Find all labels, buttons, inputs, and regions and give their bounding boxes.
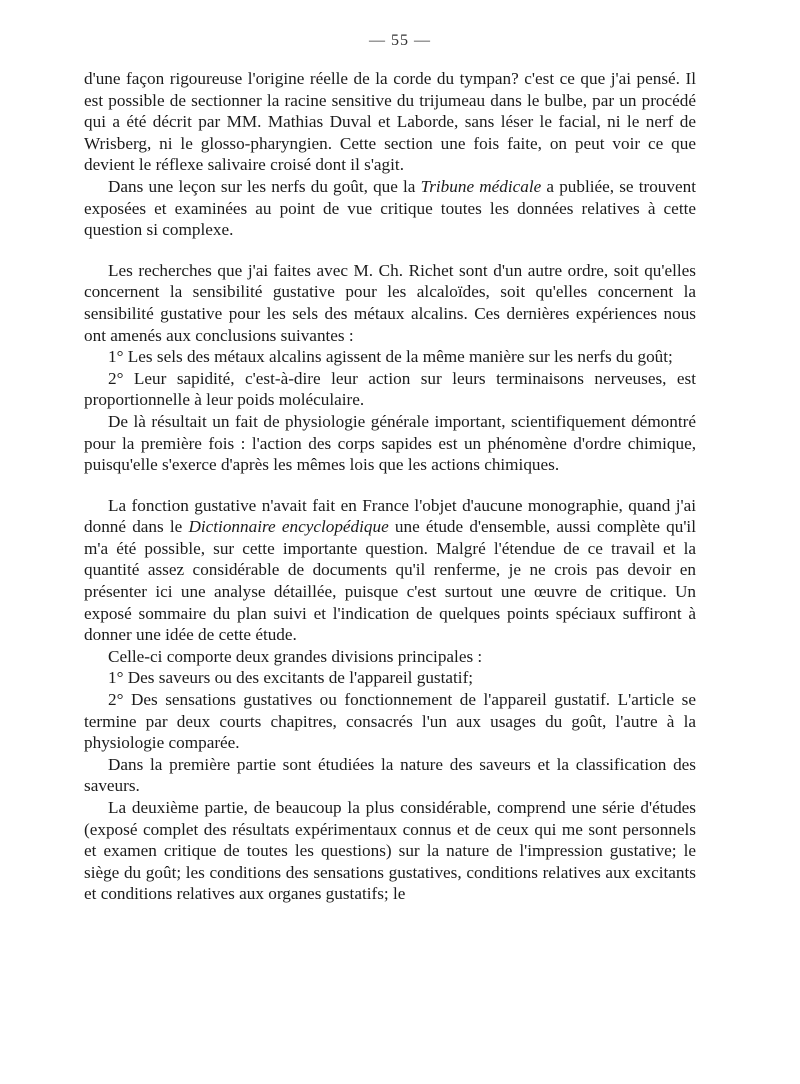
paragraph: Dans une leçon sur les nerfs du goût, que la Tribune médicale a publiée, se trouvent exposées et examinées au point de vue critique toutes les données relatives à cette question si complexe. [84, 176, 696, 240]
body-text [84, 68, 696, 905]
list-item: 1° Des saveurs ou des excitants de l'appareil gustatif; [108, 668, 474, 688]
paragraph: d'une façon rigoureuse l'origine réelle de la corde du tympan? c'est ce que j'ai pensé. Il est possible de sectionner la racine sensitive du trijumeau dans le bulbe, par un procédé qui a été décrit par MM. Mathias Duval et Laborde, sans léser le facial, ni le nerf de Wrisberg, ni le glosso-pharyngien. Cette section une fois faite, on peut voir ce que devient le réflexe salivaire croisé dont il s'agit. [84, 69, 696, 175]
paragraph: De là résultait un fait de physiologie générale important, scientifiquement démontré pour la première fois : l'action des corps sapides est un phénomène d'ordre chimique, puisqu'elle s'exerce d'après les mêmes lois que les actions chimiques. [84, 411, 696, 475]
page-number: — 55 — [369, 32, 431, 49]
list-item: 2° Des sensations gustatives ou fonctionnement de l'appareil gustatif. L'article se termine par deux courts chapitres, consacrés l'un aux usages du goût, l'autre à la physiologie comparée. [84, 690, 696, 753]
italic-title: Tribune médicale [420, 176, 542, 196]
paragraph: Celle-ci comporte deux grandes divisions principales : [108, 646, 483, 666]
italic-title: Dictionnaire encyclopédique [188, 517, 389, 537]
paragraph: Les recherches que j'ai faites avec M. Ch. Richet sont d'un autre ordre, soit qu'elles concernent la sensibilité gustative pour les alcaloïdes, soit qu'elles concernent la sensibilité gustative pour les sels des métaux alcalins. Ces dernières expériences nous ont amenés aux conclusions suivantes : [84, 260, 696, 345]
paragraph: La deuxième partie, de beaucoup la plus considérable, comprend une série d'études (exposé complet des résultats expérimentaux connus et de ceux qui me sont personnels et examen critique de toutes les questions) sur la nature de l'impression gustative; le siège du goût; les conditions des sensations gustatives, conditions relatives aux excitants et conditions relatives aux organes gustatifs; le [84, 798, 696, 904]
list-item: 2° Leur sapidité, c'est-à-dire leur action sur leurs terminaisons nerveuses, est proportionnelle à leur poids moléculaire. [84, 368, 696, 410]
list-item: 1° Les sels des métaux alcalins agissent de la même manière sur les nerfs du goût; [108, 347, 673, 367]
paragraph: La fonction gustative n'avait fait en France l'objet d'aucune monographie, quand j'ai donné dans le Dictionnaire encyclopédique une étude d'ensemble, aussi complète qu'il m'a été possible, sur cette importante question. Malgré l'étendue de ce travail et la quantité assez considérable de documents qu'il renferme, je ne crois pas devoir en présenter ici une analyse détaillée, puisque c'est surtout une œuvre de critique. Un exposé sommaire du plan suivi et l'indication de quelques points spéciaux suffiront à donner une idée de cette étude. [84, 495, 696, 645]
paragraph: Dans la première partie sont étudiées la nature des saveurs et la classification des saveurs. [84, 754, 696, 796]
